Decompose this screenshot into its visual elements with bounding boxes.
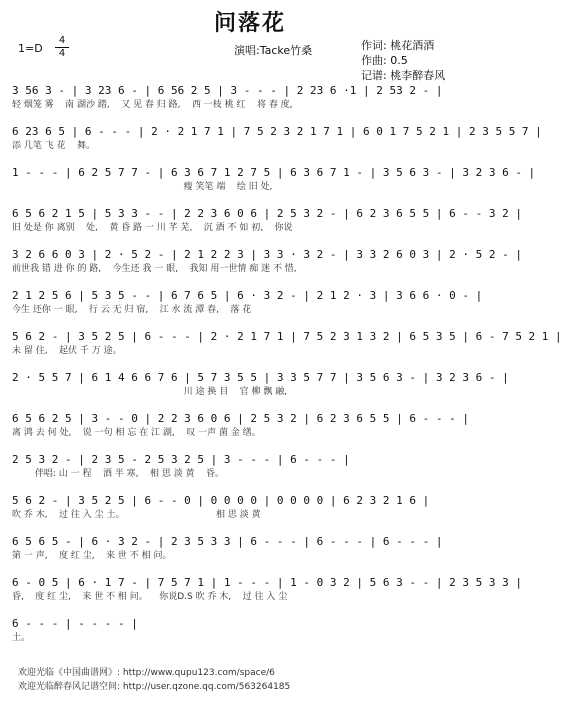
staff-line	[12, 576, 522, 610]
staff-notes: 3 2 6 6 0 3 | 2 · 5 2 - | 2 1 2 2 3 | 3 3 · 3 2 - | 3 3 2 6 0 3 | 2 · 5 2 - |	[12, 248, 522, 261]
score-header	[0, 0, 500, 84]
staff-lyrics: 轻 烟笼 雾 南 湖沙 踏, 又 见 春 归 路, 西 一枝 桃 红 将 春 度,	[12, 100, 293, 110]
staff-notes: 3 56 3 - | 3 23 6 - | 6 56 2 5 | 3 - - - | 2 23 6 ·1 | 2 53 2 - |	[12, 84, 443, 97]
staff-lyrics: 前世我 错 进 你 的 路, 今生还 我 一 眼, 我知 用一世情 痴 迷 不 惜,	[12, 264, 297, 274]
staff-lyrics: 添 几笔 飞 花 舞。	[12, 141, 96, 151]
staff-notes: 6 23 6 5 | 6 - - - | 2 · 2 1 7 1 | 7 5 2 3 2 1 7 1 | 6 0 1 7 5 2 1 | 2 3 5 5 7 |	[12, 125, 542, 138]
staff-lyrics: 离 鸿 去 何 处, 说 一句 相 忘 在 江 湖, 叹 一声 菌 金 缮。	[12, 428, 261, 438]
staff-notes: 6 - - - | - - - - |	[12, 617, 138, 630]
credits-block	[361, 38, 491, 83]
staff-notes: 6 5 6 2 5 | 3 - - 0 | 2 2 3 6 0 6 | 2 5 3 2 | 6 2 3 6 5 5 | 6 - - - |	[12, 412, 469, 425]
staff-line	[12, 453, 490, 487]
staff-line	[12, 617, 490, 651]
staff-lyrics: 土。	[12, 633, 31, 643]
staff-notes: 6 5 6 2 1 5 | 5 3 3 - - | 2 2 3 6 0 6 | 2 5 3 2 - | 6 2 3 6 5 5 | 6 - - 3 2 |	[12, 207, 522, 220]
staff-lyrics: 第 一 声, 度 红 尘, 来 世 不 相 问。	[12, 551, 172, 561]
qupu-site-link[interactable]: 欢迎光临《中国曲谱网》: http://www.qupu123.com/space/6	[18, 668, 275, 678]
staff-line	[12, 207, 522, 241]
singer-credit: 演唱:Tacke竹桑	[234, 44, 313, 57]
staff-line	[12, 125, 542, 159]
staff-notes: 2 · 5 5 7 | 6 1 4 6 6 7 6 | 5 7 3 5 5 | 3 3 5 7 7 | 3 5 6 3 - | 3 2 3 6 - |	[12, 371, 509, 384]
staff-lyrics: 旧 处是 你 离别 处, 黄 昏 路 一 川 芊 芜, 沉 酒 不 如 初, 你说	[12, 223, 293, 233]
staff-line	[12, 494, 490, 528]
transcriber-credit: 记谱: 桃李醉春风	[361, 69, 446, 82]
staff-line	[12, 535, 490, 569]
staff-line	[12, 330, 562, 364]
staff-notes: 2 5 3 2 - | 2 3 5 - 2 5 3 2 5 | 3 - - - | 6 - - - |	[12, 453, 350, 466]
staff-notes: 2 1 2 5 6 | 5 3 5 - - | 6 7 6 5 | 6 · 3 2 - | 2 1 2 · 3 | 3 6 6 · 0 - |	[12, 289, 483, 302]
composer-credit: 作曲: 0.5	[361, 54, 408, 67]
staff-line	[12, 371, 509, 405]
staff-lyrics: 昏, 度 红 尘, 来 世 不 相 问。 你说D.S 吹 乔 木, 过 往 入 尘	[12, 592, 288, 602]
key-signature: 1=D	[18, 42, 43, 55]
time-signature-bottom: 4	[58, 48, 66, 59]
staff-lyrics: 吹 乔 木, 过 往 入 尘 土。 相 思 淡 黄	[12, 510, 261, 520]
staff-notes: 5 6 2 - | 3 5 2 5 | 6 - - - | 2 · 2 1 7 1 | 7 5 2 3 1 3 2 | 6 5 3 5 | 6 - 7 5 2 1 |	[12, 330, 562, 343]
qzone-space-link[interactable]: 欢迎光临醉春风记谱空间: http://user.qzone.qq.com/563264185	[18, 682, 291, 692]
staff-lyrics: 今生 还你 一 眼, 行 云 无 归 宿, 江 水 流 潭 春, 落 花	[12, 305, 252, 315]
staff-notes: 6 5 6 5 - | 6 · 3 2 - | 2 3 5 3 3 | 6 - - - | 6 - - - | 6 - - - |	[12, 535, 443, 548]
staff-line	[12, 84, 490, 118]
staff-lyrics: 川 途 换 目 官 柳 飘 融,	[12, 387, 288, 397]
staff-notes: 1 - - - | 6 2 5 7 7 - | 6 3 6 7 1 2 7 5 | 6 3 6 7 1 - | 3 5 6 3 - | 3 2 3 6 - |	[12, 166, 536, 179]
staff-notes: 5 6 2 - | 3 5 2 5 | 6 - - 0 | 0 0 0 0 | 0 0 0 0 | 6 2 3 2 1 6 |	[12, 494, 430, 507]
lyricist-credit: 作词: 桃花酒酒	[361, 39, 435, 52]
time-signature-top: 4	[58, 35, 66, 46]
song-title: 问落花	[213, 11, 286, 36]
staff-line	[12, 412, 490, 446]
staff-line	[12, 289, 490, 323]
score-body	[12, 84, 562, 664]
staff-notes: 6 - 0 5 | 6 · 1 7 - | 7 5 7 1 | 1 - - - | 1 - 0 3 2 | 5 6 3 - - | 2 3 5 3 3 |	[12, 576, 522, 589]
website-footer	[18, 666, 488, 694]
staff-lyrics: 伴唱: 山 一 程 酒 半 寒, 相 思 淡 黄 昏。	[12, 469, 224, 479]
staff-line	[12, 248, 522, 282]
staff-line	[12, 166, 536, 200]
time-signature	[55, 36, 69, 59]
staff-lyrics: 瘦 笑笔 端 绘 旧 处,	[12, 182, 273, 192]
staff-lyrics: 未 留 住, 起伏 千 万 途。	[12, 346, 122, 356]
